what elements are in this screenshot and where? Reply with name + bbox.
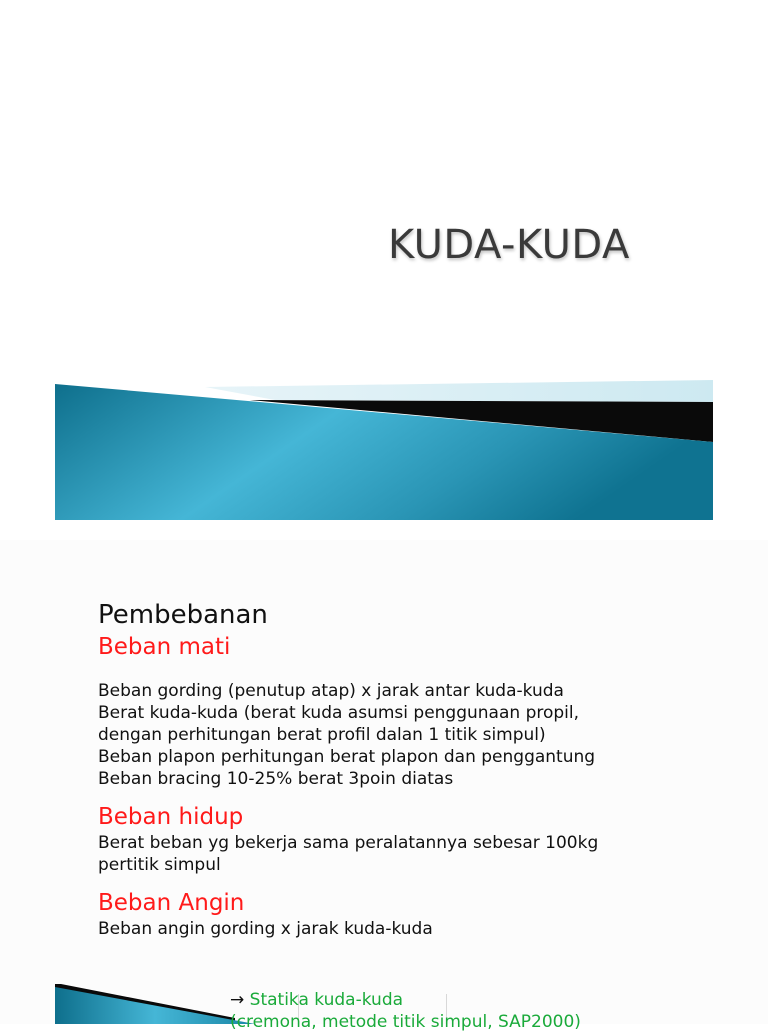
beban-hidup-line: Berat beban yg bekerja sama peralatannya sebesar 100kg — [98, 833, 599, 853]
decorative-banner — [55, 378, 713, 520]
beban-mati-line: Berat kuda-kuda (berat kuda asumsi penggunaan propil, — [98, 703, 580, 723]
beban-mati-title: Beban mati — [98, 634, 231, 660]
slide-content — [98, 598, 698, 940]
statika-label: Statika kuda-kuda — [249, 990, 404, 1010]
section-heading: Pembebanan — [98, 600, 268, 630]
content-slide — [0, 540, 768, 1024]
beban-mati-line: Beban gording (penutup atap) x jarak antar kuda-kuda — [98, 681, 564, 701]
beban-mati-line: Beban plapon perhitungan berat plapon dan penggantung — [98, 747, 596, 767]
beban-angin-title: Beban Angin — [98, 890, 245, 916]
slide-title: KUDA-KUDA — [388, 222, 630, 268]
beban-hidup-line: pertitik simpul — [98, 855, 221, 875]
beban-mati-line: Beban bracing 10-25% berat 3poin diatas — [98, 769, 454, 789]
arrow-right-icon: → — [230, 990, 245, 1010]
beban-angin-line: Beban angin gording x jarak kuda-kuda — [98, 919, 433, 939]
statika-methods: (cremona, metode titik simpul, SAP2000) — [230, 1012, 581, 1032]
statika-note — [230, 989, 581, 1033]
beban-hidup-title: Beban hidup — [98, 804, 244, 830]
beban-mati-line: dengan perhitungan berat profil dalan 1 titik simpul) — [98, 725, 546, 745]
banner-light-stripe — [205, 380, 713, 402]
